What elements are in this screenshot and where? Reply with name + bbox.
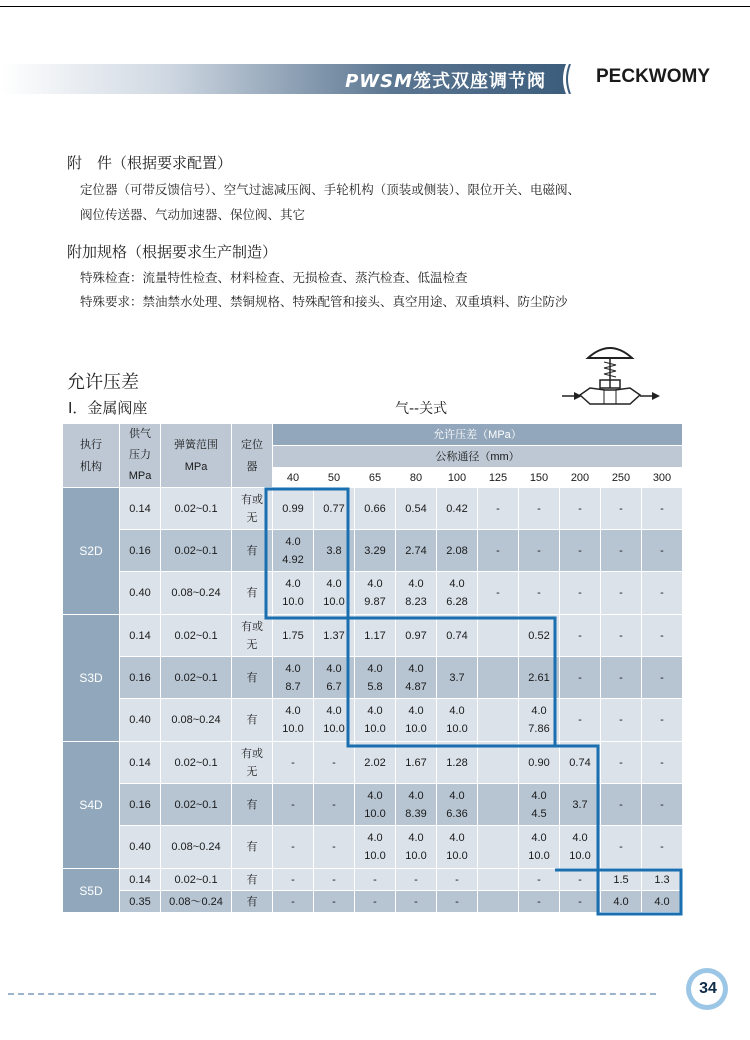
pressure-value-cell: - bbox=[560, 869, 601, 891]
pressure-value-cell: 4.0 8.7 bbox=[273, 657, 314, 699]
table-row bbox=[63, 742, 683, 784]
pressure-value-cell: 4.0 6.28 bbox=[437, 572, 478, 615]
pressure-value-cell: - bbox=[478, 572, 519, 615]
pressure-value-cell: - bbox=[642, 826, 683, 869]
supply-cell: 0.14 bbox=[120, 615, 161, 657]
table-row bbox=[63, 869, 683, 891]
pressure-value-cell: 4.0 8.23 bbox=[396, 572, 437, 615]
header-actuator: 执行机构 bbox=[63, 424, 120, 488]
pressure-value-cell: 1.3 bbox=[642, 869, 683, 891]
supply-cell: 0.40 bbox=[120, 699, 161, 742]
supply-cell: 0.14 bbox=[120, 488, 161, 530]
pressure-value-cell: - bbox=[601, 657, 642, 699]
dn-header-cell: 250 bbox=[601, 468, 642, 488]
supply-cell: 0.35 bbox=[120, 891, 161, 913]
pressure-value-cell: - bbox=[601, 488, 642, 530]
table-row bbox=[63, 891, 683, 913]
pressure-value-cell: 4.0 4.92 bbox=[273, 530, 314, 572]
dn-header-cell: 125 bbox=[478, 468, 519, 488]
pressure-value-cell bbox=[478, 784, 519, 826]
pressure-value-cell: 4.0 10.0 bbox=[355, 699, 396, 742]
accessories-line-2: 阀位传送器、气动加速器、保位阀、其它 bbox=[80, 207, 306, 222]
pressure-value-cell: - bbox=[601, 784, 642, 826]
spring-cell: 0.02~0.1 bbox=[161, 488, 232, 530]
section-subtitle: I．金属阀座 bbox=[68, 399, 148, 417]
supply-cell: 0.14 bbox=[120, 869, 161, 891]
product-model: PWSM bbox=[345, 71, 413, 92]
spring-cell: 0.02~0.1 bbox=[161, 869, 232, 891]
dn-header-cell: 40 bbox=[273, 468, 314, 488]
positioner-cell: 有 bbox=[232, 657, 273, 699]
pressure-value-cell: - bbox=[519, 891, 560, 913]
actuator-cell: S5D bbox=[63, 869, 120, 913]
spring-cell: 0.08~0.24 bbox=[161, 699, 232, 742]
pressure-value-cell: 4.0 10.0 bbox=[396, 826, 437, 869]
pressure-value-cell: 4.0 10.0 bbox=[314, 699, 355, 742]
pressure-value-cell: - bbox=[601, 826, 642, 869]
pressure-value-cell: - bbox=[601, 530, 642, 572]
positioner-cell: 有 bbox=[232, 891, 273, 913]
pressure-value-cell: - bbox=[560, 530, 601, 572]
supply-cell: 0.16 bbox=[120, 657, 161, 699]
header-positioner: 定位器 bbox=[232, 424, 273, 488]
pressure-value-cell bbox=[478, 826, 519, 869]
table-row bbox=[63, 530, 683, 572]
footer-dashed-rule bbox=[8, 993, 656, 995]
pressure-value-cell: 3.8 bbox=[314, 530, 355, 572]
pressure-value-cell: - bbox=[601, 699, 642, 742]
header-banner bbox=[0, 64, 560, 94]
pressure-value-cell: 4.0 10.0 bbox=[560, 826, 601, 869]
supply-cell: 0.14 bbox=[120, 742, 161, 784]
pressure-value-cell: 2.61 bbox=[519, 657, 560, 699]
header-allowed-pressure: 允许压差（MPa） bbox=[273, 424, 683, 446]
pressure-value-cell: 3.29 bbox=[355, 530, 396, 572]
extra-specs-line-2: 特殊要求：禁油禁水处理、禁铜规格、特殊配管和接头、真空用途、双重填料、防尘防沙 bbox=[80, 294, 568, 309]
pressure-value-cell: - bbox=[642, 784, 683, 826]
accessories-line-1: 定位器（可带反馈信号）、空气过滤减压阀、手轮机构（顶装或侧装）、限位开关、电磁阀、 bbox=[80, 182, 581, 197]
pressure-value-cell: 3.7 bbox=[560, 784, 601, 826]
spring-cell: 0.08～0.24 bbox=[161, 891, 232, 913]
pressure-value-cell: - bbox=[273, 826, 314, 869]
actuator-cell: S3D bbox=[63, 615, 120, 742]
actuator-cell: S2D bbox=[63, 488, 120, 615]
pressure-value-cell bbox=[478, 869, 519, 891]
pressure-value-cell: 4.0 bbox=[642, 891, 683, 913]
pressure-value-cell: - bbox=[601, 572, 642, 615]
pressure-value-cell: 4.0 4.5 bbox=[519, 784, 560, 826]
pressure-value-cell: 1.37 bbox=[314, 615, 355, 657]
pressure-value-cell: - bbox=[396, 869, 437, 891]
top-rule bbox=[0, 6, 750, 7]
pressure-value-cell: 4.0 8.39 bbox=[396, 784, 437, 826]
supply-cell: 0.16 bbox=[120, 784, 161, 826]
extra-specs-line-1: 特殊检查：流量特性检查、材料检查、无损检查、蒸汽检查、低温检查 bbox=[80, 270, 468, 285]
pressure-value-cell: - bbox=[642, 572, 683, 615]
dn-header-cell: 50 bbox=[314, 468, 355, 488]
spring-cell: 0.02~0.1 bbox=[161, 530, 232, 572]
positioner-cell: 有 bbox=[232, 869, 273, 891]
positioner-cell: 有或无 bbox=[232, 742, 273, 784]
positioner-cell: 有 bbox=[232, 530, 273, 572]
pressure-value-cell: 1.17 bbox=[355, 615, 396, 657]
air-to-close-valve-icon bbox=[560, 340, 660, 420]
pressure-value-cell: 0.66 bbox=[355, 488, 396, 530]
pressure-value-cell: - bbox=[519, 488, 560, 530]
product-name: 笼式双座调节阀 bbox=[413, 71, 546, 92]
allowable-pressure-table bbox=[62, 423, 683, 913]
pressure-value-cell: 4.0 bbox=[601, 891, 642, 913]
positioner-cell: 有 bbox=[232, 784, 273, 826]
pressure-value-cell: 1.67 bbox=[396, 742, 437, 784]
banner-curve-icon bbox=[556, 64, 586, 94]
pressure-value-cell: - bbox=[478, 488, 519, 530]
page-number: 34 bbox=[699, 980, 717, 997]
pressure-value-cell: - bbox=[519, 530, 560, 572]
pressure-value-cell: 0.90 bbox=[519, 742, 560, 784]
spring-cell: 0.02~0.1 bbox=[161, 657, 232, 699]
pressure-value-cell: - bbox=[642, 742, 683, 784]
pressure-value-cell: - bbox=[642, 530, 683, 572]
supply-cell: 0.40 bbox=[120, 572, 161, 615]
table-row bbox=[63, 488, 683, 530]
spring-cell: 0.02~0.1 bbox=[161, 742, 232, 784]
pressure-value-cell: 0.77 bbox=[314, 488, 355, 530]
pressure-value-cell: - bbox=[314, 784, 355, 826]
table-row bbox=[63, 572, 683, 615]
pressure-value-cell: - bbox=[642, 615, 683, 657]
pressure-value-cell: 4.0 10.0 bbox=[314, 572, 355, 615]
table-row bbox=[63, 826, 683, 869]
pressure-value-cell: - bbox=[560, 657, 601, 699]
header-spring: 弹簧范围MPa bbox=[161, 424, 232, 488]
pressure-value-cell: 4.0 10.0 bbox=[437, 699, 478, 742]
pressure-value-cell: 0.42 bbox=[437, 488, 478, 530]
pressure-value-cell: - bbox=[314, 742, 355, 784]
pressure-value-cell: 1.75 bbox=[273, 615, 314, 657]
pressure-value-cell: 4.0 10.0 bbox=[396, 699, 437, 742]
pressure-value-cell: - bbox=[273, 784, 314, 826]
actuator-cell: S4D bbox=[63, 742, 120, 869]
pressure-value-cell bbox=[478, 657, 519, 699]
positioner-cell: 有或无 bbox=[232, 615, 273, 657]
pressure-value-cell: - bbox=[642, 657, 683, 699]
pressure-value-cell: 4.0 10.0 bbox=[355, 784, 396, 826]
pressure-value-cell: - bbox=[642, 488, 683, 530]
pressure-value-cell: 1.5 bbox=[601, 869, 642, 891]
pressure-value-cell: - bbox=[273, 891, 314, 913]
pressure-value-cell: 4.0 9.87 bbox=[355, 572, 396, 615]
pressure-value-cell bbox=[478, 742, 519, 784]
pressure-value-cell: - bbox=[601, 615, 642, 657]
pressure-value-cell: - bbox=[273, 742, 314, 784]
pressure-value-cell: - bbox=[437, 869, 478, 891]
pressure-value-cell: 4.0 10.0 bbox=[355, 826, 396, 869]
pressure-value-cell: - bbox=[478, 530, 519, 572]
pressure-value-cell: 0.99 bbox=[273, 488, 314, 530]
dn-header-cell: 80 bbox=[396, 468, 437, 488]
pressure-value-cell: - bbox=[314, 826, 355, 869]
pressure-value-cell: - bbox=[519, 572, 560, 615]
pressure-value-cell: - bbox=[560, 572, 601, 615]
pressure-value-cell: - bbox=[519, 869, 560, 891]
table-row bbox=[63, 699, 683, 742]
pressure-value-cell: 2.08 bbox=[437, 530, 478, 572]
pressure-value-cell: - bbox=[601, 742, 642, 784]
spring-cell: 0.02~0.1 bbox=[161, 615, 232, 657]
spring-cell: 0.02~0.1 bbox=[161, 784, 232, 826]
positioner-cell: 有或无 bbox=[232, 488, 273, 530]
pressure-value-cell: 2.74 bbox=[396, 530, 437, 572]
supply-cell: 0.40 bbox=[120, 826, 161, 869]
pressure-value-cell: 1.28 bbox=[437, 742, 478, 784]
pressure-value-cell: - bbox=[314, 869, 355, 891]
pressure-value-cell: - bbox=[355, 869, 396, 891]
pressure-value-cell: - bbox=[560, 615, 601, 657]
spring-cell: 0.08~0.24 bbox=[161, 826, 232, 869]
pressure-value-cell: 4.0 10.0 bbox=[437, 826, 478, 869]
dn-header-cell: 200 bbox=[560, 468, 601, 488]
accessories-heading: 附 件（根据要求配置） bbox=[67, 154, 233, 172]
positioner-cell: 有 bbox=[232, 572, 273, 615]
pressure-value-cell: 0.74 bbox=[437, 615, 478, 657]
pressure-value-cell: - bbox=[642, 699, 683, 742]
header-supply: 供气压力MPa bbox=[120, 424, 161, 488]
pressure-value-cell bbox=[478, 699, 519, 742]
pressure-value-cell: 3.7 bbox=[437, 657, 478, 699]
pressure-value-cell: - bbox=[560, 891, 601, 913]
pressure-value-cell: 4.0 10.0 bbox=[519, 826, 560, 869]
pressure-value-cell: 4.0 10.0 bbox=[273, 699, 314, 742]
product-title bbox=[345, 67, 546, 93]
pressure-value-cell: 4.0 6.7 bbox=[314, 657, 355, 699]
section-title: 允许压差 bbox=[67, 372, 139, 393]
table-row bbox=[63, 615, 683, 657]
extra-specs-heading: 附加规格（根据要求生产制造） bbox=[67, 243, 278, 261]
pressure-value-cell: - bbox=[273, 869, 314, 891]
pressure-value-cell: 4.0 10.0 bbox=[273, 572, 314, 615]
brand-logo: PECKWOMY bbox=[596, 66, 710, 87]
pressure-value-cell: 0.52 bbox=[519, 615, 560, 657]
spring-cell: 0.08~0.24 bbox=[161, 572, 232, 615]
pressure-value-cell: - bbox=[355, 891, 396, 913]
pressure-value-cell bbox=[478, 615, 519, 657]
dn-header-cell: 100 bbox=[437, 468, 478, 488]
dn-header-cell: 150 bbox=[519, 468, 560, 488]
pressure-value-cell bbox=[478, 891, 519, 913]
pressure-value-cell: - bbox=[437, 891, 478, 913]
action-mode-label: 气--关式 bbox=[395, 401, 448, 417]
dn-header-cell: 65 bbox=[355, 468, 396, 488]
pressure-value-cell: - bbox=[396, 891, 437, 913]
table-row bbox=[63, 784, 683, 826]
pressure-value-cell: 0.54 bbox=[396, 488, 437, 530]
supply-cell: 0.16 bbox=[120, 530, 161, 572]
positioner-cell: 有 bbox=[232, 699, 273, 742]
pressure-value-cell: - bbox=[314, 891, 355, 913]
pressure-value-cell: 4.0 5.8 bbox=[355, 657, 396, 699]
pressure-value-cell: - bbox=[560, 488, 601, 530]
pressure-value-cell: 2.02 bbox=[355, 742, 396, 784]
header-nominal-diameter: 公称通径（mm） bbox=[273, 446, 683, 468]
pressure-value-cell: 0.97 bbox=[396, 615, 437, 657]
pressure-value-cell: 4.0 4.87 bbox=[396, 657, 437, 699]
table-row bbox=[63, 657, 683, 699]
pressure-value-cell: 4.0 6.36 bbox=[437, 784, 478, 826]
pressure-value-cell: 0.74 bbox=[560, 742, 601, 784]
pressure-value-cell: - bbox=[560, 699, 601, 742]
pressure-value-cell: 4.0 7.86 bbox=[519, 699, 560, 742]
dn-header-cell: 300 bbox=[642, 468, 683, 488]
positioner-cell: 有 bbox=[232, 826, 273, 869]
